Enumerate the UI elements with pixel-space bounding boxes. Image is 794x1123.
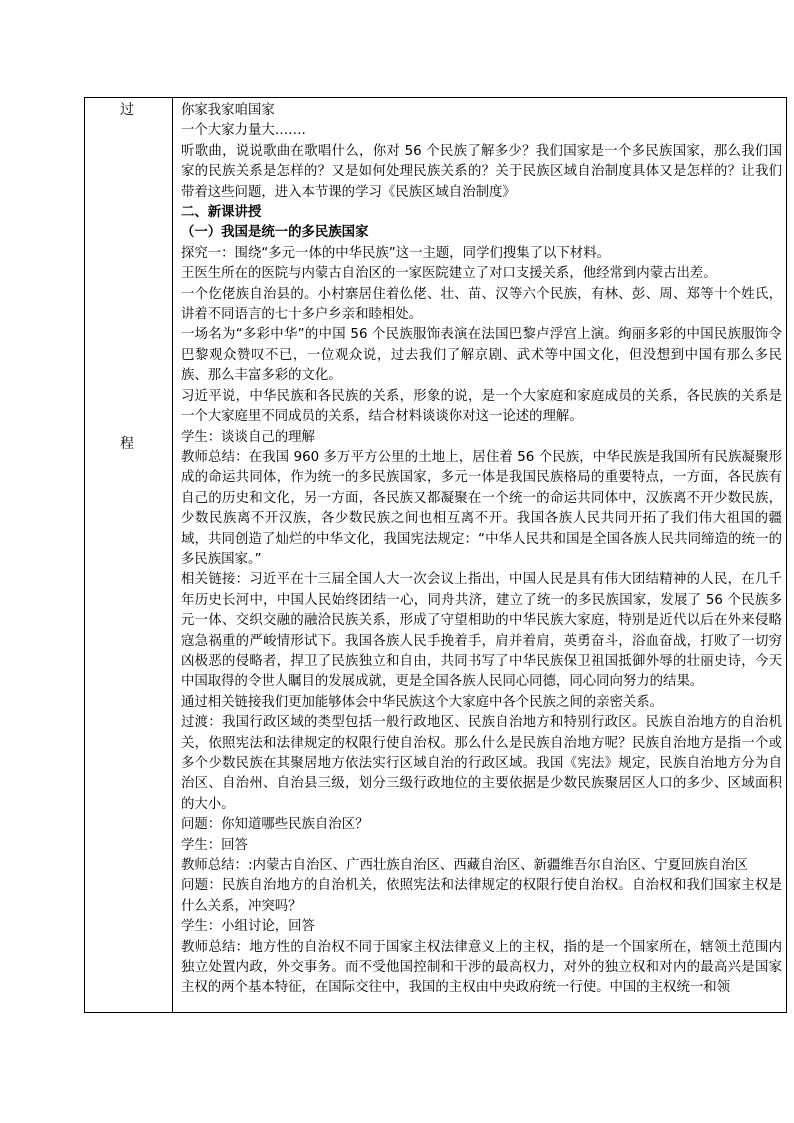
paragraph: 一个大家力量大……. (181, 123, 306, 139)
paragraph: 问题：民族自治地方的自治机关，依照宪法和法律规定的权限行使自治权。自治权和我们国家主权是什么关系，冲突吗？ (181, 878, 782, 914)
paragraph: 教师总结：:内蒙古自治区、广西壮族自治区、西藏自治区、新疆维吾尔自治区、宁夏回族自治区 (181, 858, 748, 874)
paragraph: 相关链接：习近平在十三届全国人大一次会议上指出，中国人民是具有伟大团结精神的人民，在几千年历史长河中，中国人民始终团结一心，同舟共济，建立了统一的多民族国家，发展了 56 个民族多元一体、交织交融的融洽民族关系，形成了守望相助的中华民族大家庭，特别是近代以后在外来侵略寇急祸重的严峻情形试下。我国各族人民手挽着手，肩并着肩，英勇奋斗，浴血奋战，打败了一切穷凶极恶的侵略者，捍卫了民族独立和自由，共同书写了中华民族保卫祖国抵御外辱的壮丽史诗，今天中国取得的令世人瞩目的发展成就，更是全国各族人民同心同德，同心同向努力的结果。 (181, 572, 782, 690)
paragraph: 教师总结：地方性的自治权不同于国家主权法律意义上的主权，指的是一个国家所在，辖领土范围内独立处置内政，外交事务。而不受他国控制和干涉的最高权力，对外的独立权和对内的最高兴是国家主权的两个基本特征，在国际交往中，我国的主权由中央政府统一行使。中国的主权统一和领 (181, 939, 782, 996)
paragraph: 一场名为“多彩中华”的中国 56 个民族服饰表演在法国巴黎卢浮宫上演。绚丽多彩的中国民族服饰令巴黎观众赞叹不已，一位观众说，过去我们了解京剧、武术等中国文化，但没想到中国有那么多民族、那么丰富多彩的文化。 (181, 327, 782, 384)
paragraph: 习近平说，中华民族和各民族的关系，形象的说，是一个大家庭和家庭成员的关系，各民族的关系是一个大家庭里不同成员的关系，结合材料谈谈你对这一论述的理解。 (181, 388, 782, 425)
paragraph: 你家我家咱国家 (181, 103, 275, 118)
paragraph: 学生：谈谈自己的理解 (181, 429, 315, 445)
paragraph: 教师总结：在我国 960 多万平方公里的土地上，居住着 56 个民族，中华民族是我国所有民族凝聚形成的命运共同体，作为统一的多民族国家，多元一体是我国民族格局的重要特点，一方面，各民族有自己的历史和文化，另一方面，各民族又都凝聚在一个统一的命运共同体中，汉族离不开少数民族，少数民族离不开汉族，各少数民族之间也相互离不开。我国各族人民共同开拓了我们伟大祖国的疆域，共同创造了灿烂的中华文化，我国宪法规定：“中华人民共和国是全国各族人民共同缔造的统一的多民族国家。” (181, 449, 782, 567)
paragraph: 王医生所在的医院与内蒙古自治区的一家医院建立了对口支援关系，他经常到内蒙古出差。 (181, 266, 717, 282)
paragraph: 过渡：我国行政区域的类型包括一般行政地区、民族自治地方和特别行政区。民族自治地方的自治机关，依照宪法和法律规定的权限行使自治权。那么什么是民族自治地方呢？民族自治地方是指一个或多个少数民族在其聚居地方依法实行区域自治的行政区域。我国《宪法》规定，民族自治地方分为自治区、自治州、自治县三级，划分三级行政地位的主要依据是少数民族聚居区人口的多少、区域面积的大小。 (181, 715, 782, 812)
paragraph: 听歌曲，说说歌曲在歌唱什么，你对 56 个民族了解多少？我们国家是一个多民族国家，那么我们国家的民族关系是怎样的？又是如何处理民族关系的？关于民族区域自治制度具体又是怎样的？让我们带着这些问题，进入本节课的学习《民族区域自治制度》 (181, 143, 782, 200)
lesson-table (84, 97, 787, 1013)
paragraph: 学生：小组讨论，回答 (181, 919, 315, 935)
section-label-column (85, 98, 173, 1012)
label-cheng: 程 (120, 436, 134, 452)
paragraph: 学生：回答 (181, 837, 248, 853)
paragraph: 问题：你知道哪些民族自治区？ (181, 817, 369, 833)
paragraph: 一个仡佬族自治县的。小村寨居住着仫佬、壮、苗、汉等六个民族，有林、彭、周、郑等十个姓氏，讲着不同语言的七十多户乡亲和睦相处。 (181, 286, 782, 323)
label-guo: 过 (120, 102, 134, 118)
section-heading: 二、新课讲授 (181, 205, 262, 221)
paragraph: 探究一：围绕“多元一体的中华民族”这一主题，同学们搜集了以下材料。 (181, 245, 610, 261)
section-heading: （一）我国是统一的多民族国家 (181, 225, 369, 241)
paragraph: 通过相关链接我们更加能够体会中华民族这个大家庭中各个民族之间的亲密关系。 (181, 694, 664, 710)
lesson-content (181, 101, 782, 1011)
